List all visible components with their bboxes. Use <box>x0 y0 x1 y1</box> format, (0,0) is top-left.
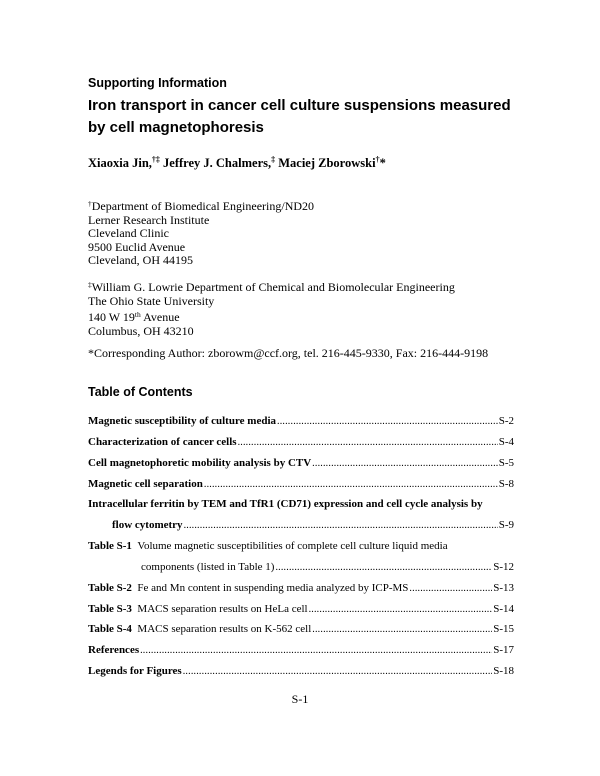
street-name: Avenue <box>140 310 180 324</box>
toc-page-number: S-9 <box>498 519 514 531</box>
toc-entry-continuation[interactable] <box>112 518 514 532</box>
toc-entry[interactable] <box>88 581 514 595</box>
author-zborowski-affiliation: † <box>375 155 380 164</box>
corresponding-author: *Corresponding Author: zborowm@ccf.org, tel. 216-445-9330, Fax: 216-444-9198 <box>88 346 489 360</box>
author-chalmers: Jeffrey J. Chalmers, <box>163 156 272 170</box>
toc-page-number: S-5 <box>498 457 514 469</box>
document-title: Iron transport in cancer cell culture suspensions measured by cell magnetophoresis <box>88 97 511 136</box>
table-caption: MACS separation results on K-562 cell <box>137 623 312 635</box>
toc-entry-label: Magnetic cell separation <box>88 478 203 490</box>
supporting-information-label: Supporting Information <box>88 76 227 90</box>
page-number: S-1 <box>291 692 309 706</box>
toc-entry[interactable] <box>88 477 514 491</box>
affiliation-line: Cleveland Clinic <box>88 226 169 240</box>
affiliation-line: The Ohio State University <box>88 293 215 308</box>
affiliation-mark: † <box>88 199 92 208</box>
affiliation-line <box>88 197 314 214</box>
toc-entry[interactable] <box>88 497 514 511</box>
toc-entry-label: Magnetic susceptibility of culture media <box>88 415 276 427</box>
toc-entry-label: Characterization of cancer cells <box>88 436 237 448</box>
affiliation-cleveland <box>88 197 314 268</box>
table-number: Table S-4 <box>88 623 132 635</box>
street-number: 140 W 19 <box>88 310 135 324</box>
affiliation-ohio-state <box>88 278 455 338</box>
affiliation-dept: William G. Lowrie Department of Chemical and Biomolecular Engineering <box>91 280 455 294</box>
toc-heading: Table of Contents <box>88 385 193 399</box>
toc-entry[interactable] <box>88 622 514 636</box>
table-number: Table S-3 <box>88 603 132 615</box>
affiliation-line <box>88 278 455 295</box>
toc-entry-label: flow cytometry <box>112 519 183 531</box>
toc-entry[interactable] <box>88 414 514 428</box>
toc-entry-label: components (listed in Table 1) <box>141 561 275 573</box>
table-caption: Volume magnetic susceptibilities of complete cell culture liquid media <box>137 540 448 552</box>
toc-entry[interactable] <box>88 643 514 657</box>
corresponding-mark: * <box>379 156 386 170</box>
toc-page-number: S-15 <box>493 623 514 635</box>
toc-entry[interactable] <box>88 456 514 470</box>
toc-page-number: S-2 <box>498 415 514 427</box>
toc-leader <box>409 582 492 595</box>
author-jin: Xiaoxia Jin, <box>88 156 152 170</box>
author-jin-affiliation: †‡ <box>151 155 160 164</box>
toc-leader <box>312 457 498 470</box>
toc-entry[interactable] <box>88 602 514 616</box>
toc-page-number: S-17 <box>493 644 514 656</box>
author-list <box>88 155 386 171</box>
toc-entry-label: References <box>88 644 140 656</box>
toc-leader <box>184 519 498 532</box>
affiliation-mark: ‡ <box>88 280 92 289</box>
toc-page-number: S-4 <box>498 436 514 448</box>
toc-entry[interactable] <box>88 539 514 553</box>
toc-leader <box>140 644 492 657</box>
toc-leader <box>277 415 498 428</box>
affiliation-line: 9500 Euclid Avenue <box>88 239 186 254</box>
toc-entry-continuation[interactable] <box>141 560 514 574</box>
toc-page-number: S-8 <box>498 478 514 490</box>
author-zborowski: Maciej Zborowski <box>278 156 376 170</box>
toc-leader <box>238 436 498 449</box>
toc-leader <box>309 603 493 616</box>
toc-page-number: S-12 <box>493 561 514 573</box>
table-caption: Fe and Mn content in suspending media analyzed by ICP-MS <box>137 582 409 594</box>
affiliation-line: Columbus, OH 43210 <box>88 323 194 338</box>
ordinal-suffix: th <box>134 310 141 319</box>
toc-entry-label: Intracellular ferritin by TEM and TfR1 (CD71) expression and cell cycle analysis by <box>88 498 483 510</box>
table-number: Table S-2 <box>88 582 132 594</box>
toc-entry-label <box>88 539 448 553</box>
author-chalmers-affiliation: ‡ <box>271 155 276 164</box>
toc-entry-label: Legends for Figures <box>88 665 182 677</box>
toc-entry-label: Cell magnetophoretic mobility analysis by CTV <box>88 457 312 469</box>
toc-leader <box>312 623 492 636</box>
affiliation-line: Lerner Research Institute <box>88 212 210 227</box>
affiliation-line: Cleveland, OH 44195 <box>88 253 193 267</box>
affiliation-line <box>88 308 455 325</box>
toc-leader <box>275 561 492 574</box>
toc-entry-label <box>88 581 408 595</box>
toc-entry[interactable] <box>88 664 514 678</box>
toc-page-number: S-14 <box>493 603 514 615</box>
table-caption: MACS separation results on HeLa cell <box>137 603 308 615</box>
toc-entry-label <box>88 622 311 636</box>
table-number: Table S-1 <box>88 540 132 552</box>
toc-leader <box>183 665 493 678</box>
toc-page-number: S-13 <box>493 582 514 594</box>
affiliation-dept: Department of Biomedical Engineering/ND20 <box>91 199 315 213</box>
toc-entry[interactable] <box>88 435 514 449</box>
toc-entry-label <box>88 602 308 616</box>
toc-leader <box>204 478 498 491</box>
toc-page-number: S-18 <box>493 665 514 677</box>
